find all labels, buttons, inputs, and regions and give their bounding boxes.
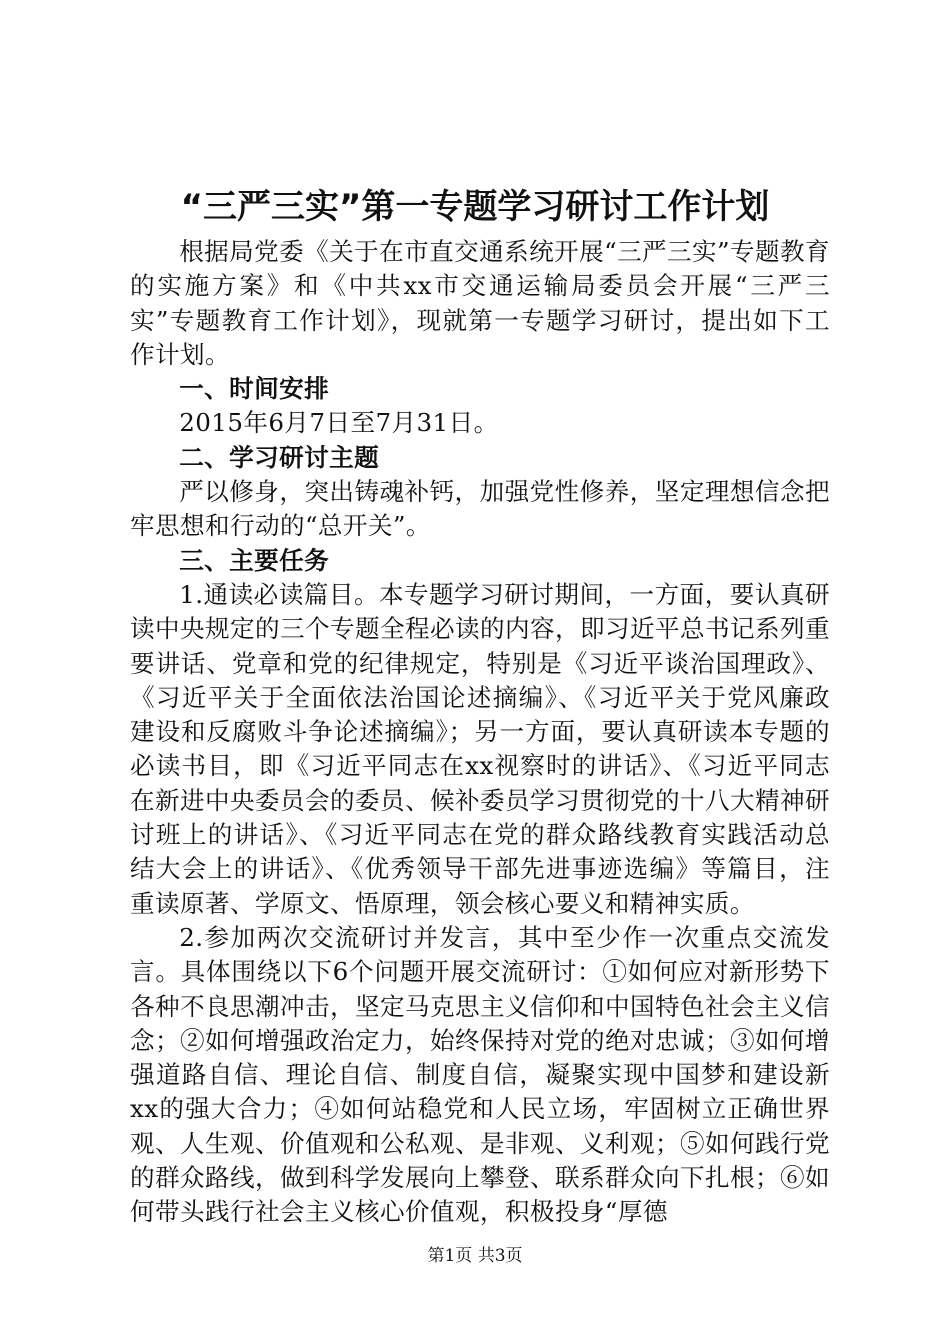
intro-paragraph: 根据局党委《关于在市直交通系统开展“三严三实”专题教育的实施方案》和《中共xx市交通运输局委员会开展“三严三实”专题教育工作计划》，现就第一专题学习研讨，提出如下工作计划。 [130, 237, 830, 369]
page-number-footer: 第1页 共3页 [427, 1246, 523, 1266]
section-heading-schedule: 一、时间安排 [179, 374, 330, 404]
task-2-paragraph: 2.参加两次交流研讨并发言，其中至少作一次重点交流发言。具体围绕以下6个问题开展交流研讨：①如何应对新形势下各种不良思潮冲击，坚定马克思主义信仰和中国特色社会主义信念；②如何增强政治定力，始终保持对党的绝对忠诚；③如何增强道路自信、理论自信、制度自信，凝聚实现中国梦和建设新xx的强大合力；④如何站稳党和人民立场，牢固树立正确世界观、人生观、价值观和公私观、是非观、义利观；⑤如何践行党的群众路线，做到科学发展向上攀登、联系群众向下扎根；⑥如何带头践行社会主义核心价值观，积极投身“厚德 [130, 922, 830, 1227]
document-body [130, 235, 830, 1230]
section-heading-theme: 二、学习研讨主题 [179, 442, 380, 472]
task-1-paragraph: 1.通读必读篇目。本专题学习研讨期间，一方面，要认真研读中央规定的三个专题全程必读的内容，即习近平总书记系列重要讲话、党章和党的纪律规定，特别是《习近平谈治国理政》、《习近平关于全面依法治国论述摘编》、《习近平关于党风廉政建设和反腐败斗争论述摘编》；另一方面，要认真研读本专题的必读书目，即《习近平同志在xx视察时的讲话》、《习近平同志在新进中央委员会的委员、候补委员学习贯彻党的十八大精神研讨班上的讲话》、《习近平同志在党的群众路线教育实践活动总结大会上的讲话》、《优秀领导干部先进事迹选编》等篇目，注重读原著、学原文、悟原理，领会核心要义和精神实质。 [130, 579, 830, 918]
schedule-paragraph: 2015年6月7日至7月31日。 [179, 408, 499, 438]
theme-paragraph: 严以修身，突出铸魂补钙，加强党性修养，坚定理想信念把牢思想和行动的“总开关”。 [130, 477, 830, 541]
section-heading-tasks: 三、主要任务 [179, 545, 330, 575]
document-title: “三严三实”第一专题学习研讨工作计划 [180, 187, 770, 227]
